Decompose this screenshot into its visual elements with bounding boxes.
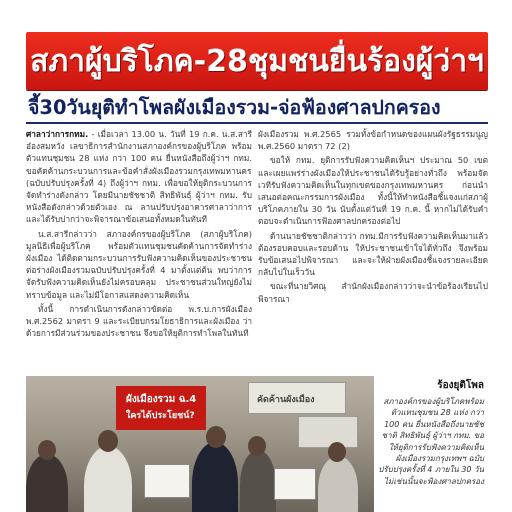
person-figure xyxy=(318,456,358,512)
article-paragraph: ด้านนายชัชชาติกล่าวว่า กทม.มีการรับฟังความคิดเห็นมาแล้ว ต้องรอบคอบและรอบด้าน ให้ประชาชนเข้าใจได้ทั่วถึง จึงพร้อมรับข้อเสนอไปพิจารณา และจะให้ฝ่ายผังเมืองชี้แจงรายละเอียดกลับไปในเร็ววัน xyxy=(258,230,488,278)
protest-banner-line2: ใครได้ประโยชน์? xyxy=(126,411,195,421)
protest-placard xyxy=(274,468,316,500)
news-photo xyxy=(26,376,374,512)
person-head xyxy=(328,442,346,462)
protest-banner xyxy=(116,386,206,430)
article-paragraph: ศาลาว่าการกทม. - เมื่อเวลา 13.00 น. วันที่ 19 ก.ค. น.ส.สารี อ๋องสมหวัง เลขาธิการสำนักงานสภาองค์กรของผู้บริโภค พร้อมตัวแทนชุมชน 28 แห่ง กว่า 100 คน ยื่นหนังสือถึงผู้ว่าฯ กทม. ขอคัดค้านกระบวนการและข้อคำสั่งผังเมืองรวมกรุงเทพมหานคร (ฉบับปรับปรุงครั้งที่ 4) ถึงผู้ว่าฯ กทม. เพื่อขอให้ยุติกระบวนการจัดทำร่างดังกล่าว โดยมีนายชัชชาติ สิทธิพันธุ์ ผู้ว่าฯ กทม. รับหนังสือดังกล่าวด้วยตัวเอง ณ ลานปรับปรุงอาคารศาลาว่าการ และได้รับปากว่าจะพิจารณาข้อเสนอทั้งหมดในทันที xyxy=(26,129,252,225)
person-figure xyxy=(84,446,132,512)
article-paragraph: ขณะที่นายวิศณุ สำนักผังเมืองกล่าวว่าจะนำข้อร้องเรียนไปพิจารณา xyxy=(258,281,488,304)
protest-placard xyxy=(144,464,190,498)
person-head xyxy=(248,436,266,456)
person-figure xyxy=(240,450,276,512)
person-figure xyxy=(192,442,238,512)
photo-caption-box xyxy=(376,376,488,512)
article-paragraph: ขอให้ กทม. ยุติการรับฟังความคิดเห็นฯ ประมาณ 50 เขต และเผยแพร่ร่างผังเมืองให้ประชาชนได้รับรู้อย่างทั่วถึง พร้อมจัดเวทีรับฟังความคิดเห็นในทุกเขตของกรุงเทพมหานคร ก่อนนำเสนอต่อคณะกรรมการผังเมือง ทั้งนี้ให้ทำหนังสือชี้แจงแก่สภาผู้บริโภคภายใน 30 วัน นับตั้งแต่วันที่ 19 ก.ค. นี้ หากไม่ได้รับคำตอบจะดำเนินการฟ้องศาลปกครองต่อไป xyxy=(258,155,488,227)
subheadline: จี้30วันยุติทำโพลผังเมืองรวม-จ่อฟ้องศาลปกครอง xyxy=(28,96,441,119)
headline-banner xyxy=(26,32,488,90)
protest-banner-line1: ผังเมืองรวม ฉ.4 xyxy=(126,394,197,405)
person-head xyxy=(206,426,226,448)
dateline: ศาลาว่าการกทม. xyxy=(26,129,89,139)
article-paragraph: ผังเมืองรวม พ.ศ.2565 รวมทั้งข้อกำหนดของแผนผังรัฐธรรมนูญ พ.ศ.2560 มาตรา 72 (2) xyxy=(258,129,488,152)
person-head xyxy=(98,430,118,452)
article-column-left xyxy=(26,128,252,374)
person-figure xyxy=(26,454,68,512)
caption-text: สภาองค์กรของผู้บริโภคพร้อมตัวแทนชุมชน 28 แห่ง กว่า 100 คน ยื่นหนังสือถึงนายชัชชาติ สิทธิพันธุ์ ผู้ว่าฯ กทม. ขอให้ยุติการรับฟังความคิดเห็นผังเมืองรวมกรุงเทพฯ ฉบับปรับปรุงครั้งที่ 4 ภายใน 30 วัน ไม่เช่นนั้นจะฟ้องศาลปกครอง xyxy=(378,397,484,486)
person-head xyxy=(38,440,56,460)
article-column-right xyxy=(258,128,488,374)
protest-sign-small xyxy=(298,416,358,448)
headline: สภาผู้บริโภค-28ชุมชนยื่นร้องผู้ว่าฯ xyxy=(30,43,484,79)
protest-sign-text: คัดค้านผังเมือง xyxy=(257,395,315,405)
article-paragraph: ทั้งนี้ การดำเนินการดังกล่าวขัดต่อ พ.ร.บ.การผังเมือง พ.ศ.2562 มาตรา 9 และระเบียบกรมโยธาธิการและผังเมือง ว่าด้วยการมีส่วนร่วมของประชาชน จึงขอให้ยุติการทำโพลในทันที xyxy=(26,303,252,339)
article-paragraph: น.ส.สารีกล่าวว่า สภาองค์กรของผู้บริโภค (สภาผู้บริโภค) มูลนิธิเพื่อผู้บริโภค พร้อมตัวแทนชุมชนคัดค้านการจัดทำร่างผังเมือง ได้ติดตามกระบวนการรับฟังความคิดเห็นของประชาชนต่อร่างผังเมืองรวมฉบับปรับปรุงครั้งที่ 4 มาตั้งแต่ต้น พบว่าการจัดรับฟังความคิดเห็นยังไม่ครอบคลุม ประชาชนส่วนใหญ่ยังไม่ทราบข้อมูล และไม่มีโอกาสแสดงความคิดเห็น xyxy=(26,228,252,300)
divider xyxy=(26,122,488,124)
protest-sign xyxy=(248,382,346,414)
caption-title: ร้องยุติโพล xyxy=(437,380,484,391)
